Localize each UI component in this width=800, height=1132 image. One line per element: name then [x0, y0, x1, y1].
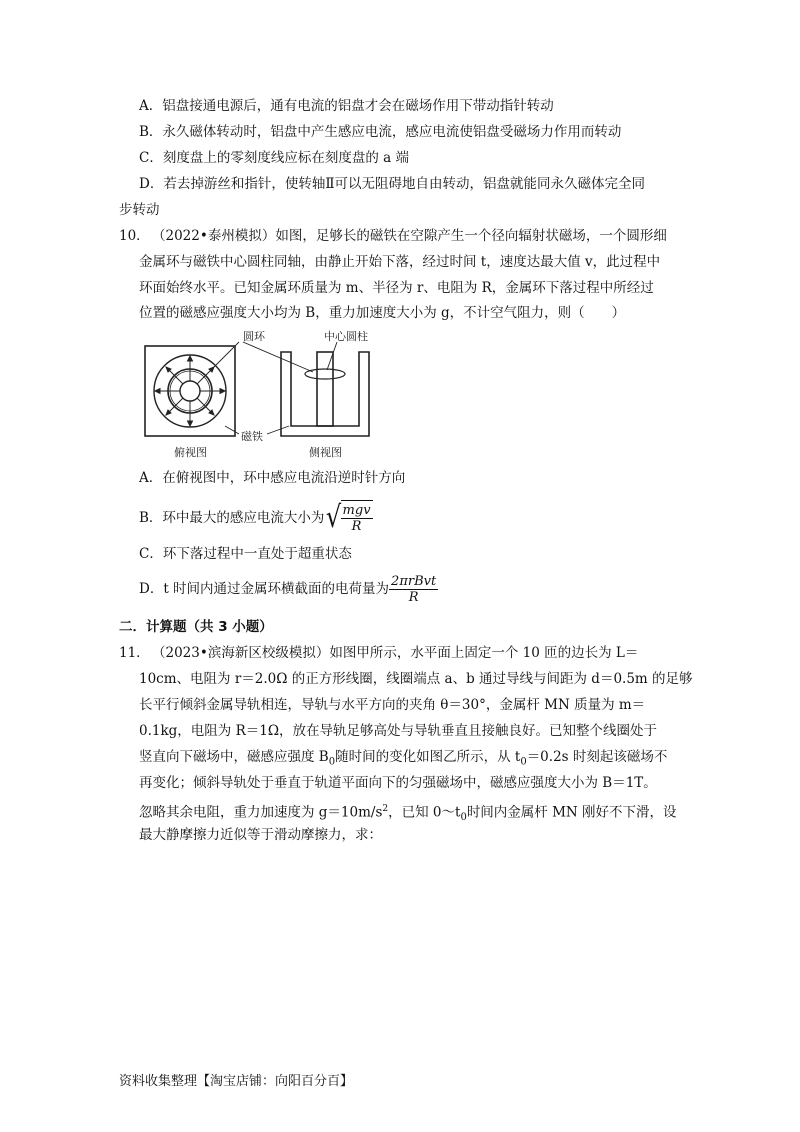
q11-stem-line1: （2023•滨海新区校级模拟）如图甲所示，水平面上固定一个 10 匝的边长为 L＝ [152, 645, 639, 661]
label-top-view: 俯视图 [174, 446, 207, 459]
q11-stem-line7 [139, 799, 677, 828]
side-view-center-cylinder [317, 352, 333, 426]
label-ring: 圆环 [243, 330, 265, 343]
q11-t0-subscript-2: 0 [460, 812, 467, 824]
q11-line7-part1: 忽略其余电阻，重力加速度为 g＝10m/s [139, 804, 383, 821]
magnet-ring-diagram [139, 330, 449, 465]
q10-figure [139, 330, 449, 469]
q11-b0-subscript: 0 [328, 756, 336, 768]
q9-option-c: C．刻度盘上的零刻度线应标在刻度盘的 a 端 [139, 150, 409, 166]
side-view-magnet [281, 352, 369, 436]
q10-option-b-text: B．环中最大的感应电流大小为 [139, 509, 325, 526]
label-magnet: 磁铁 [241, 430, 263, 443]
q11-number: 11． [119, 645, 150, 661]
q11-line5-part2: 随时间的变化如图乙所示，从 t [335, 749, 521, 765]
q10-option-d [139, 572, 438, 606]
q11-stem-line5 [139, 747, 667, 773]
q11-stem-line8: 最大静摩擦力近似等于滑动摩擦力，求： [139, 827, 382, 843]
q10-option-d-denominator: R [408, 589, 419, 605]
q10-stem-line2: 金属环与磁铁中心圆柱同轴，由静止开始下落，经过时间 t，速度达最大值 v，此过程中 [139, 254, 661, 270]
q10-option-b [139, 500, 373, 535]
q10-option-b-formula: √ $\frac{\text{mgv}}{R}$ [326, 499, 371, 535]
q10-option-b-denominator: R [351, 519, 362, 534]
q10-option-b-numerator: mgv [342, 503, 371, 518]
q10-option-a: A．在俯视图中，环中感应电流沿逆时针方向 [139, 470, 406, 486]
q10-option-d-text: D．t 时间内通过金属环横截面的电荷量为 [139, 581, 390, 597]
q11-line5-part1: 竖直向下磁场中，磁感应强度 B [139, 749, 329, 765]
q11-stem-line4: 0.1kg，电阻为 R＝1Ω，放在导轨足够高处与导轨垂直且接触良好。已知整个线圈处于 [139, 723, 658, 739]
q10-stem-line4: 位置的磁感应强度大小均为 B，重力加速度大小为 g，不计空气阻力，则（ ） [139, 305, 626, 321]
side-view-ring [305, 369, 345, 379]
q11-squared-superscript: 2 [382, 804, 389, 814]
q10-number: 10． [119, 228, 150, 244]
q9-option-d-line2: 步转动 [119, 202, 160, 218]
q10-option-d-formula [389, 574, 438, 605]
page-footer: 资料收集整理【淘宝店铺：向阳百分百】 [119, 1074, 354, 1089]
q11-line7-part2: ，已知 0～t [388, 804, 461, 821]
q10-option-d-numerator: 2πrBvt [391, 573, 437, 589]
section-heading-calculation: 二．计算题（共 3 小题） [119, 619, 273, 635]
q9-option-d-line1: D．若去掉游丝和指针，使转轴Ⅱ可以无阻碍地自由转动，铝盘就能同永久磁体完全同 [139, 176, 645, 192]
q10-option-c: C．环下落过程中一直处于超重状态 [139, 546, 352, 562]
q10-stem-line3: 环面始终水平。已知金属环质量为 m、半径为 r、电阻为 R，金属环下落过程中所经过 [139, 280, 654, 296]
q11-stem-line6: 再变化；倾斜导轨处于垂直于轨道平面向下的匀强磁场中，磁感应强度大小为 B＝1T。 [139, 775, 657, 791]
q11-stem-line3: 长平行倾斜金属导轨相连，导轨与水平方向的夹角 θ＝30°，金属杆 MN 质量为 m＝ [139, 697, 646, 713]
label-center-cylinder: 中心圆柱 [324, 330, 368, 343]
q9-option-b: B．永久磁体转动时，铝盘中产生感应电流，感应电流使铝盘受磁场力作用而转动 [139, 124, 622, 140]
q11-line7-part3: 时间内金属杆 MN 刚好不下滑，设 [466, 804, 677, 821]
label-side-view: 侧视图 [309, 446, 342, 459]
q11-stem-line2: 10cm、电阻为 r＝2.0Ω 的正方形线圈，线圈端点 a、b 通过导线与间距为 d＝0.5m 的足够 [139, 671, 693, 687]
q11-line5-part3: ＝0.2s 时刻起该磁场不 [526, 749, 668, 765]
q11-t0-subscript: 0 [520, 756, 527, 768]
q9-option-a: A．铝盘接通电源后，通有电流的铝盘才会在磁场作用下带动指针转动 [139, 98, 554, 114]
q10-stem-line1: （2022•泰州模拟）如图，足够长的磁铁在空隙产生一个径向辐射状磁场，一个圆形细 [152, 228, 667, 244]
